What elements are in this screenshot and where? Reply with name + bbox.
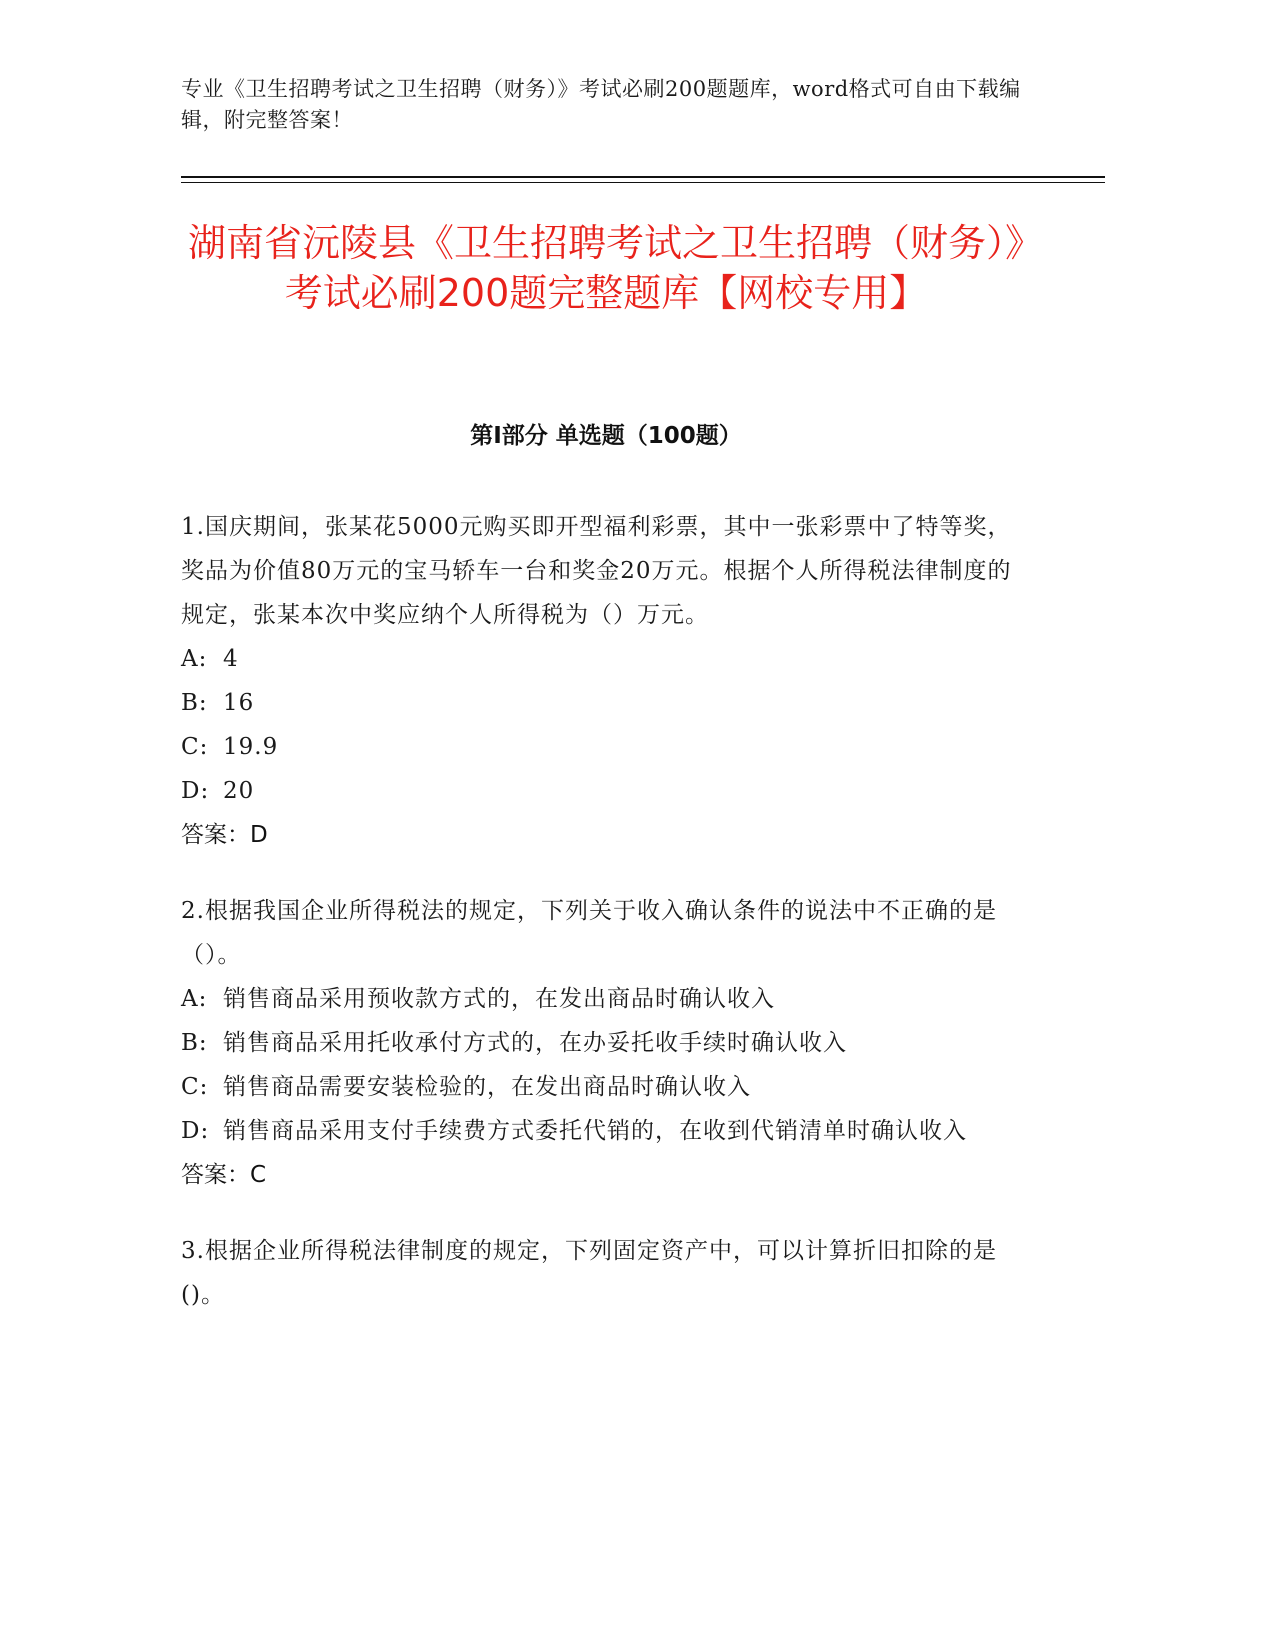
option-b — [181, 681, 1031, 725]
option-key: C: — [181, 1074, 209, 1100]
option-d — [181, 1109, 1031, 1153]
option-key: A: — [181, 986, 208, 1012]
question-list — [181, 505, 1031, 1349]
option-text: 16 — [223, 690, 255, 716]
header-divider-thin — [181, 182, 1105, 183]
option-b — [181, 1021, 1031, 1065]
answer-line: 答案：C — [181, 1162, 267, 1188]
option-key: B: — [181, 690, 208, 716]
header-divider — [181, 176, 1105, 178]
question-1 — [181, 505, 1031, 857]
option-a — [181, 977, 1031, 1021]
question-stem: 3.根据企业所得税法律制度的规定，下列固定资产中，可以计算折旧扣除的是()。 — [181, 1238, 997, 1308]
option-d — [181, 769, 1031, 813]
option-text: 销售商品采用预收款方式的，在发出商品时确认收入 — [223, 986, 775, 1012]
option-key: D: — [181, 1118, 210, 1144]
option-key: C: — [181, 734, 209, 760]
section-heading: 第Ⅰ部分 单选题（100题） — [470, 423, 742, 449]
option-text: 销售商品采用托收承付方式的，在办妥托收手续时确认收入 — [223, 1030, 847, 1056]
question-stem: 1.国庆期间，张某花5000元购买即开型福利彩票，其中一张彩票中了特等奖，奖品为价值80万元的宝马轿车一台和奖金20万元。根据个人所得税法律制度的规定，张某本次中奖应纳个人所得税为（）万元。 — [181, 514, 1012, 628]
option-key: A: — [181, 646, 208, 672]
question-3 — [181, 1229, 1031, 1317]
option-text: 销售商品需要安装检验的，在发出商品时确认收入 — [223, 1074, 751, 1100]
header-note: 专业《卫生招聘考试之卫生招聘（财务）》考试必刷200题题库，word格式可自由下载编辑，附完整答案！ — [181, 77, 1021, 132]
option-c — [181, 725, 1031, 769]
question-2 — [181, 889, 1031, 1197]
option-key: B: — [181, 1030, 208, 1056]
answer-line: 答案：D — [181, 822, 268, 848]
document-title: 湖南省沅陵县《卫生招聘考试之卫生招聘（财务）》考试必刷200题完整题库【网校专用】 — [187, 221, 1024, 315]
option-a — [181, 637, 1031, 681]
option-c — [181, 1065, 1031, 1109]
option-text: 19.9 — [223, 734, 279, 760]
option-text: 销售商品采用支付手续费方式委托代销的，在收到代销清单时确认收入 — [223, 1118, 967, 1144]
question-stem: 2.根据我国企业所得税法的规定，下列关于收入确认条件的说法中不正确的是（）。 — [181, 898, 997, 968]
option-key: D: — [181, 778, 210, 804]
option-text: 4 — [223, 646, 239, 672]
option-text: 20 — [223, 778, 255, 804]
